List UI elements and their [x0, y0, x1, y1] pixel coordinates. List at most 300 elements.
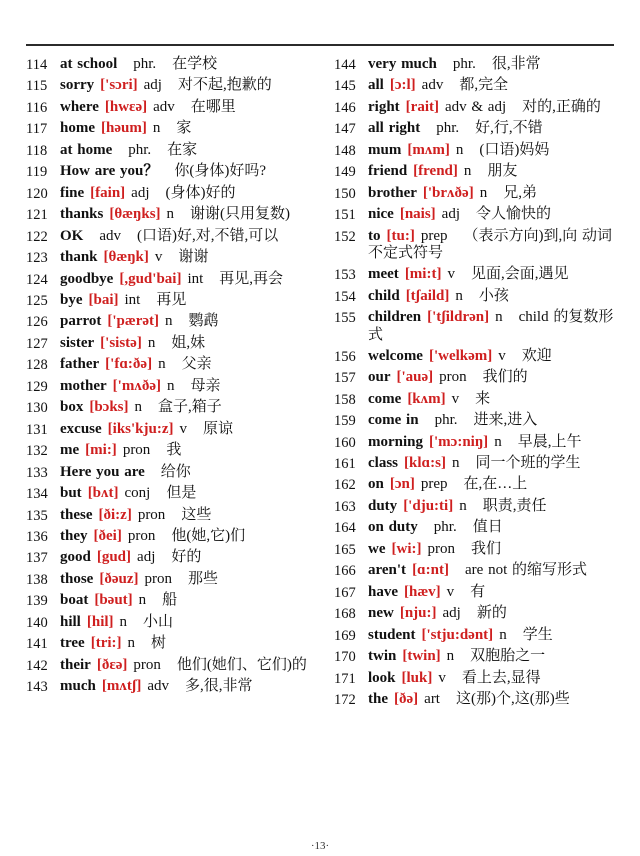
entry-word: excuse — [60, 420, 102, 437]
vocabulary-entry — [26, 399, 310, 417]
vocabulary-entry — [334, 476, 614, 494]
vocabulary-entry — [26, 99, 310, 117]
vocabulary-entry — [26, 56, 310, 74]
entry-pronunciation: [kʌm] — [407, 390, 446, 407]
entry-number: 159 — [334, 413, 356, 430]
entry-number: 128 — [26, 357, 48, 374]
entry-body — [60, 56, 310, 74]
vocabulary-entry — [26, 507, 310, 525]
entry-pronunciation: [bʌt] — [87, 485, 119, 502]
entry-word: at school — [60, 56, 118, 72]
entry-translation: 盒子,箱子 — [158, 399, 222, 416]
vocabulary-entry — [334, 309, 614, 344]
entry-translation: 船 — [162, 592, 178, 609]
entry-word: very much — [368, 56, 437, 72]
vocabulary-entry — [334, 691, 614, 709]
entry-part-of-speech: n — [127, 635, 136, 652]
entry-part-of-speech: pron — [137, 506, 166, 523]
entry-word: Here you are — [60, 463, 145, 480]
entry-translation: 再见 — [156, 291, 187, 308]
entry-number: 148 — [334, 142, 356, 159]
entry-part-of-speech: n — [166, 377, 175, 394]
entry-translation: 父亲 — [181, 356, 212, 373]
entry-part-of-speech: n — [134, 399, 143, 416]
entry-number: 150 — [334, 185, 356, 202]
entry-word: children — [368, 309, 422, 326]
entry-translation: 我们 — [471, 540, 502, 557]
entry-translation: 我 — [166, 442, 182, 459]
entry-part-of-speech: pron — [127, 527, 156, 544]
entry-part-of-speech: n — [119, 613, 128, 630]
vocabulary-entry — [334, 163, 614, 181]
entry-body — [368, 120, 614, 138]
entry-body — [368, 584, 614, 602]
entry-body — [368, 627, 614, 645]
vocabulary-entry — [26, 185, 310, 203]
entry-word: those — [60, 570, 94, 587]
entry-part-of-speech: int — [124, 291, 141, 308]
entry-body — [368, 605, 614, 623]
entry-body — [60, 142, 310, 160]
entry-part-of-speech: prep — [420, 476, 448, 493]
vocabulary-entry — [334, 584, 614, 602]
entry-word: aren't — [368, 562, 407, 579]
entry-number: 155 — [334, 310, 356, 327]
entry-word: parrot — [60, 313, 102, 330]
entry-word: father — [60, 356, 100, 373]
entry-number: 143 — [26, 679, 48, 696]
entry-part-of-speech: n — [455, 141, 464, 158]
entry-word: fine — [60, 184, 85, 201]
entry-translation: 家 — [176, 120, 192, 137]
vocabulary-entry — [26, 142, 310, 160]
entry-body — [368, 266, 614, 284]
entry-translation: 姐,妹 — [171, 334, 206, 351]
entry-body — [368, 228, 614, 263]
entry-part-of-speech: n — [165, 313, 173, 330]
entry-translation: (口语)妈妈 — [479, 141, 550, 158]
entry-number: 116 — [26, 99, 48, 116]
entry-body — [60, 549, 310, 567]
vocabulary-entry — [26, 614, 310, 632]
entry-translation: 树 — [151, 635, 167, 652]
entry-body — [368, 455, 614, 473]
entry-word: our — [368, 369, 391, 386]
entry-part-of-speech: adv — [147, 678, 170, 695]
entry-number: 129 — [26, 378, 48, 395]
entry-number: 135 — [26, 507, 48, 524]
entry-part-of-speech: phr. — [436, 120, 460, 137]
entry-word: their — [60, 656, 91, 673]
entry-word: home — [60, 120, 95, 137]
entry-number: 133 — [26, 464, 48, 481]
entry-pronunciation: ['mɔ:niŋ] — [429, 433, 489, 450]
vocabulary-entry — [334, 455, 614, 473]
vocabulary-entry — [334, 369, 614, 387]
entry-number: 127 — [26, 335, 48, 352]
entry-number: 153 — [334, 267, 356, 284]
entry-part-of-speech: n — [147, 334, 156, 351]
entry-number: 131 — [26, 421, 48, 438]
page-number: ·13· — [310, 840, 330, 852]
entry-number: 145 — [334, 78, 356, 95]
vocabulary-entry — [334, 120, 614, 138]
word-list-columns — [26, 56, 614, 712]
entry-word: to — [368, 227, 381, 244]
entry-body — [60, 571, 310, 589]
vocabulary-entry — [334, 142, 614, 160]
entry-word: morning — [368, 433, 424, 450]
vocabulary-entry — [26, 356, 310, 374]
entry-translation: 再见,再会 — [219, 270, 284, 287]
entry-number: 118 — [26, 142, 48, 159]
entry-translation: 对的,正确的 — [522, 98, 601, 115]
entry-number: 125 — [26, 292, 48, 309]
entry-number: 123 — [26, 250, 48, 267]
entry-number: 168 — [334, 606, 356, 623]
entry-number: 151 — [334, 207, 356, 224]
entry-word: hill — [60, 613, 81, 630]
entry-word: they — [60, 527, 88, 544]
entry-translation: 我们的 — [482, 369, 528, 386]
entry-pronunciation: [hwɛə] — [104, 98, 148, 115]
vocabulary-entry — [26, 335, 310, 353]
entry-part-of-speech: n — [152, 120, 161, 137]
entry-number: 161 — [334, 455, 356, 472]
entry-number: 126 — [26, 314, 48, 331]
entry-body — [60, 313, 310, 331]
entry-word: we — [368, 540, 386, 557]
entry-translation: 来 — [475, 390, 491, 407]
entry-part-of-speech: int — [187, 270, 204, 287]
entry-part-of-speech: adv — [153, 98, 175, 115]
entry-number: 144 — [334, 57, 356, 73]
vocabulary-entry — [26, 292, 310, 310]
entry-part-of-speech: adj — [143, 77, 162, 94]
vocabulary-entry — [26, 249, 310, 267]
entry-pronunciation: [θæŋks] — [109, 206, 161, 223]
entry-pronunciation: ['auə] — [396, 369, 434, 386]
entry-pronunciation: ['brʌðə] — [422, 184, 474, 201]
entry-translation: 在,在…上 — [463, 476, 528, 493]
vocabulary-entry — [334, 519, 614, 537]
vocabulary-entry — [26, 271, 310, 289]
entry-number: 130 — [26, 400, 48, 417]
entry-number: 136 — [26, 528, 48, 545]
vocabulary-entry — [334, 498, 614, 516]
entry-pronunciation: [fain] — [90, 184, 126, 201]
entry-part-of-speech: n — [479, 184, 488, 201]
vocabulary-entry — [26, 313, 310, 331]
entry-body — [60, 614, 310, 632]
entry-part-of-speech: adv & adj — [444, 98, 507, 115]
entry-number: 121 — [26, 207, 48, 224]
word-list-column-left — [26, 56, 320, 700]
entry-part-of-speech: pron — [133, 656, 161, 673]
entry-body — [368, 562, 614, 580]
entry-part-of-speech: phr. — [434, 412, 458, 429]
word-list-column-right — [320, 56, 614, 712]
entry-translation: (口语)好,对,不错,可以 — [137, 227, 279, 244]
entry-body — [60, 77, 310, 95]
entry-pronunciation: [mʌtʃ] — [101, 678, 142, 695]
entry-number: 149 — [334, 164, 356, 181]
entry-pronunciation: [ðei] — [93, 527, 122, 544]
entry-part-of-speech: adj — [441, 206, 460, 223]
entry-number: 169 — [334, 627, 356, 644]
entry-translation: 你(身体)好吗? — [174, 163, 267, 180]
entry-number: 140 — [26, 614, 48, 631]
entry-number: 132 — [26, 443, 48, 460]
entry-number: 164 — [334, 520, 356, 537]
entry-word: thank — [60, 249, 98, 266]
entry-word: child — [368, 287, 400, 304]
entry-translation: 双胞胎之一 — [470, 648, 546, 665]
entry-pronunciation: [rait] — [405, 98, 439, 115]
entry-translation: （表示方向)到,向 动词不定式符号 — [368, 227, 612, 262]
entry-translation: 好的 — [171, 549, 202, 566]
entry-translation: 小山 — [143, 613, 174, 630]
entry-word: friend — [368, 163, 408, 180]
entry-body — [60, 399, 310, 417]
entry-word: at home — [60, 141, 113, 158]
entry-pronunciation: [tri:] — [90, 635, 122, 652]
entry-translation: 但是 — [166, 485, 197, 502]
entry-number: 119 — [26, 164, 48, 181]
entry-pronunciation: [twin] — [402, 648, 441, 665]
entry-pronunciation: [tu:] — [386, 227, 415, 244]
entry-pronunciation: ['mʌðə] — [112, 377, 161, 394]
entry-number: 162 — [334, 477, 356, 494]
entry-part-of-speech: pron — [122, 442, 151, 459]
entry-word: the — [368, 690, 388, 707]
vocabulary-entry — [334, 77, 614, 95]
vocabulary-entry — [26, 442, 310, 460]
vocabulary-entry — [26, 163, 310, 181]
entry-pronunciation: [ɑ:nt] — [412, 562, 450, 579]
vocabulary-entry — [334, 56, 614, 74]
entry-word: me — [60, 442, 80, 459]
entry-number: 120 — [26, 185, 48, 202]
vocabulary-entry — [334, 266, 614, 284]
vocabulary-entry — [26, 464, 310, 482]
vocabulary-entry — [26, 77, 310, 95]
entry-part-of-speech: v — [451, 390, 460, 407]
entry-word: welcome — [368, 347, 423, 364]
entry-translation: 小孩 — [478, 287, 509, 304]
entry-pronunciation: ['stju:dənt] — [421, 626, 494, 643]
entry-translation: 都,完全 — [459, 77, 509, 94]
vocabulary-entry — [334, 627, 614, 645]
entry-part-of-speech: phr. — [133, 56, 157, 72]
entry-pronunciation: ['tʃildrən] — [427, 309, 490, 326]
entry-pronunciation: [ði:z] — [98, 506, 132, 523]
entry-translation: (身体)好的 — [165, 184, 236, 201]
entry-pronunciation: [nais] — [399, 206, 436, 223]
entry-pronunciation: [,gud'bai] — [119, 270, 182, 287]
entry-body — [368, 142, 614, 160]
entry-pronunciation: [bai] — [88, 291, 119, 308]
entry-pronunciation: [iks'kju:z] — [107, 420, 174, 437]
entry-word: all right — [368, 120, 421, 137]
entry-body — [60, 185, 310, 203]
entry-pronunciation: [ðəuz] — [99, 570, 139, 587]
entry-pronunciation: ['dju:ti] — [403, 497, 454, 514]
entry-translation: 母亲 — [190, 377, 221, 394]
entry-word: all — [368, 77, 384, 94]
vocabulary-entry — [26, 592, 310, 610]
entry-pronunciation: [wi:] — [391, 540, 422, 557]
entry-part-of-speech: n — [494, 433, 502, 450]
entry-translation: 对不起,抱歉的 — [177, 77, 272, 94]
vocabulary-entry — [26, 378, 310, 396]
entry-part-of-speech: v — [446, 583, 455, 600]
entry-word: good — [60, 549, 91, 566]
entry-part-of-speech: pron — [439, 369, 467, 386]
entry-part-of-speech: n — [455, 287, 463, 304]
vocabulary-entry — [334, 185, 614, 203]
entry-word: goodbye — [60, 270, 114, 287]
entry-word: have — [368, 583, 398, 600]
entry-part-of-speech: adj — [137, 549, 156, 566]
entry-part-of-speech: phr. — [128, 141, 152, 158]
entry-translation: 看上去,显得 — [461, 669, 541, 686]
entry-pronunciation: ['fɑ:ðə] — [105, 356, 153, 373]
entry-part-of-speech: v — [498, 347, 506, 364]
entry-part-of-speech: adv — [421, 77, 444, 94]
entry-body — [368, 519, 614, 537]
entry-word: come — [368, 390, 402, 407]
entry-number: 158 — [334, 391, 356, 408]
entry-word: nice — [368, 206, 394, 223]
entry-number: 122 — [26, 228, 48, 245]
entry-body — [368, 185, 614, 203]
entry-pronunciation: [nju:] — [399, 605, 437, 622]
header-rule — [26, 44, 614, 46]
entry-part-of-speech: n — [463, 163, 472, 180]
entry-body — [368, 369, 614, 387]
entry-pronunciation: [ðɛə] — [96, 656, 128, 673]
entry-pronunciation: [hil] — [86, 613, 114, 630]
entry-translation: 学生 — [522, 626, 553, 643]
entry-part-of-speech: conj — [124, 485, 151, 502]
entry-pronunciation: ['welkəm] — [428, 347, 493, 364]
entry-pronunciation: [tʃaild] — [405, 287, 450, 304]
entry-body — [368, 309, 614, 344]
entry-number: 163 — [334, 498, 356, 515]
entry-number: 154 — [334, 288, 356, 305]
entry-number: 166 — [334, 563, 356, 580]
entry-body — [60, 163, 310, 181]
entry-word: come in — [368, 412, 419, 429]
entry-pronunciation: [klɑ:s] — [404, 454, 446, 471]
entry-number: 141 — [26, 636, 48, 653]
entry-pronunciation: [ɔ:l] — [389, 77, 416, 94]
entry-part-of-speech: n — [451, 454, 460, 471]
entry-word: look — [368, 669, 396, 686]
entry-translation: 新的 — [476, 605, 507, 622]
entry-pronunciation: [həum] — [101, 120, 147, 137]
entry-number: 142 — [26, 657, 48, 674]
vocabulary-entry — [26, 528, 310, 546]
vocabulary-entry — [26, 549, 310, 567]
entry-translation: 好,行,不错 — [475, 120, 543, 137]
entry-number: 138 — [26, 571, 48, 588]
entry-pronunciation: [mʌm] — [407, 141, 450, 158]
entry-body — [60, 635, 310, 653]
entry-body — [60, 271, 310, 289]
entry-part-of-speech: pron — [144, 570, 172, 587]
entry-translation: 在家 — [167, 141, 198, 158]
entry-word: brother — [368, 184, 417, 201]
entry-translation: are not 的缩写形式 — [465, 562, 587, 579]
entry-word: twin — [368, 648, 397, 665]
entry-body — [60, 356, 310, 374]
vocabulary-entry — [26, 678, 310, 696]
entry-translation: 这(那)个,这(那)些 — [455, 690, 570, 707]
entry-part-of-speech: n — [499, 626, 507, 643]
entry-word: tree — [60, 635, 85, 652]
entry-translation: 给你 — [160, 463, 191, 480]
entry-pronunciation: ['sistə] — [100, 334, 142, 351]
entry-number: 147 — [334, 121, 356, 138]
entry-pronunciation: [mi:t] — [404, 266, 442, 283]
entry-translation: 同一个班的学生 — [475, 454, 581, 471]
entry-pronunciation: [luk] — [401, 669, 433, 686]
entry-part-of-speech: n — [459, 497, 467, 514]
entry-pronunciation: [ðə] — [394, 690, 419, 707]
entry-translation: 原谅 — [203, 420, 234, 437]
entry-part-of-speech: phr. — [452, 56, 476, 72]
vocabulary-entry — [26, 571, 310, 589]
entry-body — [368, 670, 614, 688]
entry-number: 114 — [26, 57, 48, 73]
vocabulary-entry — [334, 206, 614, 224]
entry-translation: 他(她,它)们 — [171, 527, 246, 544]
entry-pronunciation: [bəut] — [94, 592, 133, 609]
entry-body — [368, 56, 614, 74]
entry-word: boat — [60, 592, 89, 609]
entry-number: 137 — [26, 550, 48, 567]
vocabulary-entry — [26, 228, 310, 246]
vocabulary-entry — [334, 541, 614, 559]
vocabulary-entry — [334, 648, 614, 666]
entry-pronunciation: [hæv] — [404, 583, 441, 600]
entry-body — [368, 391, 614, 409]
entry-number: 134 — [26, 486, 48, 503]
entry-part-of-speech: v — [179, 420, 187, 437]
entry-body — [368, 99, 614, 117]
vocabulary-entry — [334, 391, 614, 409]
entry-number: 160 — [334, 434, 356, 451]
entry-body — [368, 434, 614, 452]
entry-translation: 兄,弟 — [503, 184, 537, 201]
entry-pronunciation: [bɔks] — [89, 399, 129, 416]
entry-word: meet — [368, 266, 399, 283]
entry-word: new — [368, 605, 394, 622]
entry-word: class — [368, 454, 398, 471]
entry-word: sorry — [60, 77, 95, 94]
entry-part-of-speech: adv — [99, 227, 122, 244]
entry-translation: 朋友 — [487, 163, 518, 180]
entry-translation: 早晨,上午 — [517, 433, 582, 450]
entry-body — [368, 476, 614, 494]
entry-translation: 鹦鹉 — [188, 313, 219, 330]
vocabulary-entry — [26, 657, 310, 675]
entry-body — [60, 421, 310, 439]
vocabulary-entry — [334, 605, 614, 623]
entry-part-of-speech: adj — [442, 605, 461, 622]
